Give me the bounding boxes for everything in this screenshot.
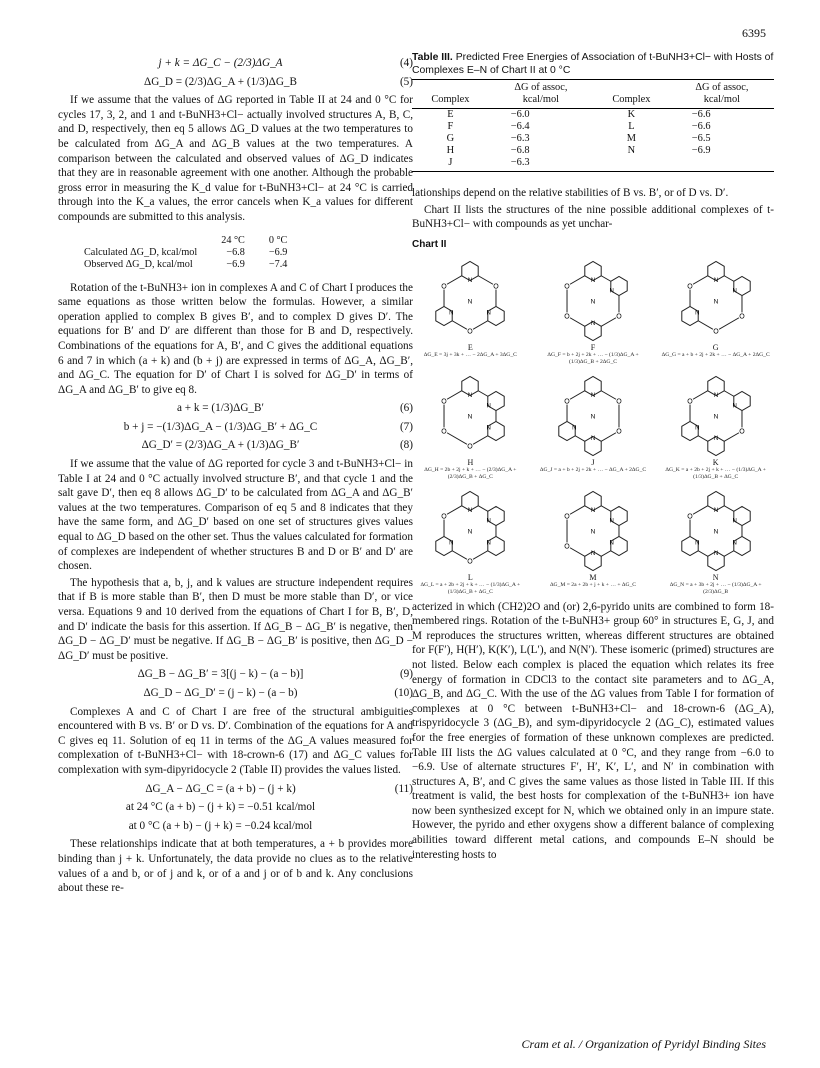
- nitrogen-label: N: [732, 403, 737, 410]
- chart-ii-title: Chart II: [412, 238, 447, 250]
- chart-structure-l: [412, 485, 529, 596]
- table-cell: H: [446, 145, 455, 157]
- chart-structure-k: [657, 370, 774, 481]
- paragraph: If we assume that the value of ΔG reported for cycle 3 and t-BuNH3+Cl− in Table I at 24 and 0 °C actually involved structure B′, and that cycle 1 and the salt gave D′, then eq 8 allows ΔG_D′ to be calculated from ΔG_A and ΔG_B′ values at the two temperatures. Comparison of eq 5 and 8 indicates that they have the same form, and ΔG_D′ based on one set of structures gives values equal to ΔG_D based on the other set. Thus the values calculated for formation of complexes are independent of whether structures B and D or B′ and D′ are chosen.: [58, 458, 413, 573]
- nitrogen-label: N: [732, 539, 737, 546]
- table-header: 0 °C: [268, 234, 288, 246]
- table-header: kcal/mol: [489, 94, 593, 109]
- paragraph: These relationships indicate that at both temperatures, a + b provides more binding than j + k. Unfortunately, the data provide no clues as to the relative values of a and b, or of j and k, or of a and j or of b and k. Any conclusions about these re-: [58, 838, 413, 895]
- nitrogen-label: N: [590, 392, 596, 399]
- oxygen-label: O: [467, 328, 474, 336]
- chart-structure-equation: ΔG_M = 2a + 2b + j + k + … + ΔG_C: [549, 581, 637, 588]
- oxygen-label: O: [467, 558, 474, 566]
- nitrogen-label: N: [609, 518, 614, 525]
- calculated-observed-table: [78, 235, 293, 271]
- table-cell: −7.4: [268, 258, 288, 270]
- chart-structure-equation: ΔG_K = a + 2b + 2j + k + … − (1/3)ΔG_A + (1/3)ΔG_B + ΔG_C: [665, 466, 766, 480]
- table-cell: F: [447, 121, 454, 133]
- equation-number: (6): [399, 402, 413, 415]
- paragraph: Rotation of the t-BuNH3+ ion in complexes A and C of Chart I produces the same equations as those written below the formulas. However, a similar operation applied to complex B gives B′, and to complex D gives D′. The equations for B′ and D′ are different than those for B and D, respectively. Combinations of the equations for A, B′, and C gives the additional equations 6 and 7 in which (a + k) and (b + j) are expressed in terms of ΔG_A, ΔG_B′, and ΔG_C. The equation for D′ of Chart I is solved for ΔG_D′ in terms of ΔG_A and ΔG_B′ to give eq 8.: [58, 281, 413, 396]
- table-header: ΔG of assoc,: [670, 80, 774, 95]
- chart-structure-f: [535, 255, 652, 366]
- equation-11: [58, 782, 413, 797]
- chart-structure-equation: ΔG_F = b + 2j + 2k + … − (1/3)ΔG_A + (1/3)ΔG_B + 2ΔG_C: [547, 351, 639, 365]
- ammonium-guest: N: [590, 413, 596, 421]
- equation-body: at 24 °C (a + b) − (j + k) = −0.51 kcal/mol: [125, 801, 316, 814]
- table-cell: E: [447, 109, 454, 121]
- chart-structure-equation: ΔG_G = a + b + 2j + 2k + … − ΔG_A + 2ΔG_C: [661, 351, 770, 358]
- table-row: [412, 157, 774, 172]
- nitrogen-label: N: [694, 424, 700, 431]
- oxygen-label: O: [564, 283, 570, 291]
- chart-structure-label: K: [712, 457, 719, 467]
- macrocycle-complex-drawing: [424, 370, 516, 458]
- oxygen-label: O: [564, 313, 570, 321]
- paragraph: lationships depend on the relative stabilities of B vs. B′, or of D vs. D′.: [412, 187, 729, 200]
- table-iii-caption: [412, 52, 774, 77]
- equation-7: [58, 420, 413, 435]
- paragraph: If we assume that the values of ΔG reported in Table II at 24 and 0 °C for cycles 17, 3, 2, and 1 and t-BuNH3+Cl− actually involved structures A, B, C, and D, respectively, then eq 5 allows ΔG_D values at the two temperatures to be calculated from ΔG_A and ΔG_B values at the two temperatures. A comparison between the calculated and observed values of ΔG_D indicates that they are in reasonable agreement with one another. Although the probable gross error in measuring the K_d value for t-BuNH3+Cl− at 24 °C is carried through into the K_a values, the error cancels when K_a values for different compounds are submitted to this analysis.: [58, 94, 413, 223]
- table-cell: L: [628, 121, 635, 133]
- nitrogen-label: N: [486, 309, 492, 316]
- nitrogen-label: N: [590, 277, 596, 284]
- table-cell: −6.5: [691, 133, 711, 145]
- nitrogen-label: N: [609, 288, 614, 295]
- chart-structure-equation: ΔG_L = a + 2b + 2j + k + … − (1/3)ΔG_A + (1/3)ΔG_B + ΔG_C: [420, 581, 521, 595]
- equation-5: [58, 75, 413, 90]
- macrocycle-complex-drawing: [670, 485, 762, 573]
- table-cell: [593, 157, 670, 172]
- table-header: [593, 80, 670, 95]
- table-row: [412, 121, 774, 133]
- nitrogen-label: N: [713, 277, 718, 284]
- chart-structure-label: F: [590, 342, 596, 352]
- chart-structure-label: G: [712, 342, 719, 352]
- chart-structure-h: [412, 370, 529, 481]
- ammonium-guest: N: [467, 413, 473, 421]
- nitrogen-label: N: [609, 539, 614, 546]
- nitrogen-label: N: [590, 320, 596, 327]
- oxygen-label: O: [616, 428, 622, 436]
- oxygen-label: O: [441, 283, 448, 291]
- table-cell: Observed ΔG_D, kcal/mol: [84, 258, 193, 270]
- oxygen-label: O: [564, 543, 570, 551]
- chart-ii-structures: [412, 255, 774, 596]
- table-cell: −6.9: [268, 246, 288, 258]
- nitrogen-label: N: [732, 288, 737, 295]
- table-cell: −6.8: [226, 246, 245, 258]
- chart-structure-equation: ΔG_H = 2b + 2j + k + … − (2/3)ΔG_A + (2/3)ΔG_B + ΔG_C: [424, 466, 517, 480]
- equation-body: ΔG_A − ΔG_C = (a + b) − (j + k): [145, 782, 296, 795]
- table-cell: −6.3: [489, 157, 593, 172]
- chart-structure-label: E: [467, 342, 473, 352]
- table-header: Complex: [412, 94, 489, 109]
- nitrogen-label: N: [732, 518, 737, 525]
- table-caption-text: Predicted Free Energies of Association of t-BuNH3+Cl− with Hosts of Complexes E–N of Chart II at 0 °C: [412, 52, 774, 76]
- table-cell: −6.9: [691, 145, 711, 157]
- chart-structure-e: [412, 255, 529, 366]
- table-cell: J: [412, 157, 489, 172]
- nitrogen-label: N: [486, 424, 492, 431]
- oxygen-label: O: [738, 428, 745, 436]
- equation-number: (5): [399, 75, 413, 88]
- table-label: Table III.: [412, 52, 453, 63]
- oxygen-label: O: [686, 283, 693, 291]
- ammonium-guest: N: [467, 298, 473, 306]
- paragraph: The hypothesis that a, b, j, and k values are structure independent requires that if B is more stable than B′, then D must be more stable than D′, or vice versa. Equations 9 and 10 derived from the equations of Chart I for B, B′, D, and D′ indicate the basis for this assertion. If ΔG_B − ΔG_B′ is negative, then ΔG_D − ΔG_D′ must be negative. If ΔG_B − ΔG_B′ is positive, then ΔG_D − ΔG_D′ must be positive.: [58, 576, 413, 662]
- chart-structure-label: M: [589, 572, 597, 582]
- table-cell: M: [626, 133, 636, 145]
- equation-10: [58, 686, 413, 701]
- macrocycle-complex-drawing: [424, 255, 516, 343]
- chart-structure-n: [657, 485, 774, 596]
- nitrogen-label: N: [590, 435, 596, 442]
- paragraph: acterized in which (CH2)2O and (or) 2,6-pyrido units are combined to form 18-membered rings. Rotation of the t-BuNH3+ group 60° in structures E, G, J, and M reproduces the structures written, whereas different structures are obtained for F(F′), H(H′), K(K′), L(L′), and N(N′). These isomeric (primed) structures are not listed. Below each complex is placed the equation which relates its free energy of formation in CDCl3 to the contact site parameters and to ΔG_A, ΔG_B, and ΔG_C. With the use of the ΔG values from Table I for formation of complexes at 0 °C between t-BuNH3+Cl− and 18-crown-6 (ΔG_A), trispyridocycle 3 (ΔG_B), and sym-dipyridocycle 2 (ΔG_C), estimated values for the free energies of formation of these unknown complexes are predicted. Table III lists the ΔG values calculated at 0 °C, and they range from −6.0 to −6.9. Use of alternate structures F′, H′, K′, L′, and N′ in combination with structures A, B′, and C gives the same values as those listed in Table III. If this treatment is valid, the best hosts for complexation of the t-BuNH3+ ion have now been synthesized except for N, which we obtained only in an impure state. However, the pyrido and ether oxygens show a different balance of complexing abilities toward different metal cations, and compounds E–N should be interesting hosts to: [412, 600, 774, 861]
- nitrogen-label: N: [713, 435, 718, 442]
- equation-number: (10): [394, 686, 413, 699]
- table-header: 24 °C: [221, 234, 245, 246]
- nitrogen-label: N: [694, 539, 700, 546]
- table-header: ΔG of assoc,: [489, 80, 593, 95]
- equation-6: [58, 401, 413, 416]
- oxygen-label: O: [441, 513, 448, 521]
- equation-body: b + j = −(1/3)ΔG_A − (1/3)ΔG_B′ + ΔG_C: [123, 420, 318, 433]
- chart-structure-label: L: [467, 572, 473, 582]
- oxygen-label: O: [441, 428, 448, 436]
- equation-number: (4): [399, 57, 413, 69]
- paragraph: Complexes A and C of Chart I are free of the structural ambiguities encountered with B vs. B′ or D vs. D′. Combination of the equations for A and C gives eq 11. Solution of eq 11 in terms of the ΔG_A values measured for complexation of t-BuNH3+Cl− with 18-crown-6 (17) and ΔG_C values for complexation with sym-dipyridocycle 2 (Table II) provides the values listed.: [58, 705, 413, 776]
- equation-body: j + k = ΔG_C − (2/3)ΔG_A: [158, 57, 283, 69]
- macrocycle-complex-drawing: [670, 255, 762, 343]
- equation-11-24c: [58, 800, 413, 815]
- nitrogen-label: N: [713, 550, 718, 557]
- table-row: [412, 133, 774, 145]
- chart-structure-equation: ΔG_J = a + b + 2j + 2k + … − ΔG_A + 2ΔG_C: [539, 466, 647, 473]
- oxygen-label: O: [686, 398, 693, 406]
- oxygen-label: O: [441, 398, 448, 406]
- left-column: [58, 52, 413, 898]
- table-header: [412, 80, 489, 95]
- nitrogen-label: N: [449, 539, 454, 546]
- equation-9: [58, 667, 413, 682]
- chart-structure-g: [657, 255, 774, 366]
- equation-body: a + k = (1/3)ΔG_B′: [177, 402, 264, 415]
- table-cell: −6.6: [691, 109, 711, 121]
- nitrogen-label: N: [713, 392, 718, 399]
- equation-body: ΔG_D′ = (2/3)ΔG_A + (1/3)ΔG_B′: [141, 439, 300, 452]
- nitrogen-label: N: [572, 424, 577, 431]
- running-footer: Cram et al. / Organization of Pyridyl Binding Sites: [521, 1037, 766, 1051]
- table-cell: −6.3: [510, 133, 530, 145]
- oxygen-label: O: [616, 313, 622, 321]
- table-cell: −6.9: [226, 258, 245, 270]
- oxygen-label: O: [616, 398, 622, 406]
- equation-number: (7): [399, 420, 413, 433]
- table-cell: G: [446, 133, 455, 145]
- right-column: [412, 52, 774, 864]
- table-cell: −6.0: [510, 109, 530, 121]
- table-cell: −6.8: [510, 145, 530, 157]
- ammonium-guest: N: [590, 528, 596, 536]
- nitrogen-label: N: [468, 507, 473, 514]
- ammonium-guest: N: [713, 413, 719, 421]
- macrocycle-complex-drawing: [670, 370, 762, 458]
- ammonium-guest: N: [713, 528, 719, 536]
- macrocycle-complex-drawing: [547, 370, 639, 458]
- table-row: [412, 109, 774, 122]
- equation-11-0c: [58, 819, 413, 834]
- chart-structure-j: [535, 370, 652, 481]
- equation-number: (8): [399, 439, 413, 452]
- chart-structure-equation: ΔG_E = 3j + 3k + … − 2ΔG_A + 3ΔG_C: [423, 351, 517, 358]
- nitrogen-label: N: [486, 518, 492, 525]
- table-iii: [412, 79, 774, 172]
- chart-structure-m: [535, 485, 652, 596]
- equation-body: ΔG_D = (2/3)ΔG_A + (1/3)ΔG_B: [144, 75, 297, 88]
- ammonium-guest: N: [713, 298, 719, 306]
- nitrogen-label: N: [468, 392, 473, 399]
- ammonium-guest: N: [467, 528, 473, 536]
- nitrogen-label: N: [486, 403, 492, 410]
- paragraph: Chart II lists the structures of the nine possible additional complexes of t-BuNH3+Cl− with compounds as yet unchar-: [412, 203, 774, 231]
- table-cell: N: [627, 145, 636, 157]
- equation-body: at 0 °C (a + b) − (j + k) = −0.24 kcal/mol: [128, 819, 313, 832]
- equation-body: ΔG_D − ΔG_D′ = (j − k) − (a − b): [143, 686, 298, 699]
- chart-structure-equation: ΔG_N = a + 3b + 2j + … − (1/3)ΔG_A + (2/3)ΔG_B: [669, 581, 762, 595]
- nitrogen-label: N: [486, 539, 492, 546]
- nitrogen-label: N: [449, 309, 454, 316]
- table-cell: −6.6: [691, 121, 711, 133]
- nitrogen-label: N: [713, 507, 718, 514]
- table-cell: K: [627, 109, 636, 121]
- oxygen-label: O: [564, 398, 570, 406]
- oxygen-label: O: [738, 313, 745, 321]
- oxygen-label: O: [712, 328, 719, 336]
- chart-structure-label: N: [712, 572, 719, 582]
- table-cell: −6.4: [510, 121, 530, 133]
- equation-number: (9): [399, 668, 413, 681]
- equation-8: [58, 438, 413, 453]
- table-cell: Calculated ΔG_D, kcal/mol: [84, 246, 198, 258]
- table-cell: [670, 157, 774, 172]
- table-row: [412, 145, 774, 157]
- table-header: kcal/mol: [670, 94, 774, 109]
- page-number: 6395: [742, 26, 766, 40]
- equation-4: [58, 56, 413, 71]
- chart-structure-label: H: [467, 457, 474, 467]
- macrocycle-complex-drawing: [547, 485, 639, 573]
- oxygen-label: O: [493, 283, 500, 291]
- chart-structure-label: J: [591, 457, 595, 467]
- nitrogen-label: N: [590, 550, 596, 557]
- macrocycle-complex-drawing: [547, 255, 639, 343]
- oxygen-label: O: [686, 513, 693, 521]
- equation-body: ΔG_B − ΔG_B′ = 3[(j − k) − (a − b)]: [137, 668, 304, 681]
- nitrogen-label: N: [694, 309, 700, 316]
- oxygen-label: O: [564, 513, 570, 521]
- equation-number: (11): [394, 782, 413, 795]
- table-header: [78, 235, 203, 247]
- oxygen-label: O: [467, 443, 474, 451]
- nitrogen-label: N: [468, 277, 473, 284]
- macrocycle-complex-drawing: [424, 485, 516, 573]
- ammonium-guest: N: [590, 298, 596, 306]
- nitrogen-label: N: [590, 507, 596, 514]
- table-header: Complex: [593, 94, 670, 109]
